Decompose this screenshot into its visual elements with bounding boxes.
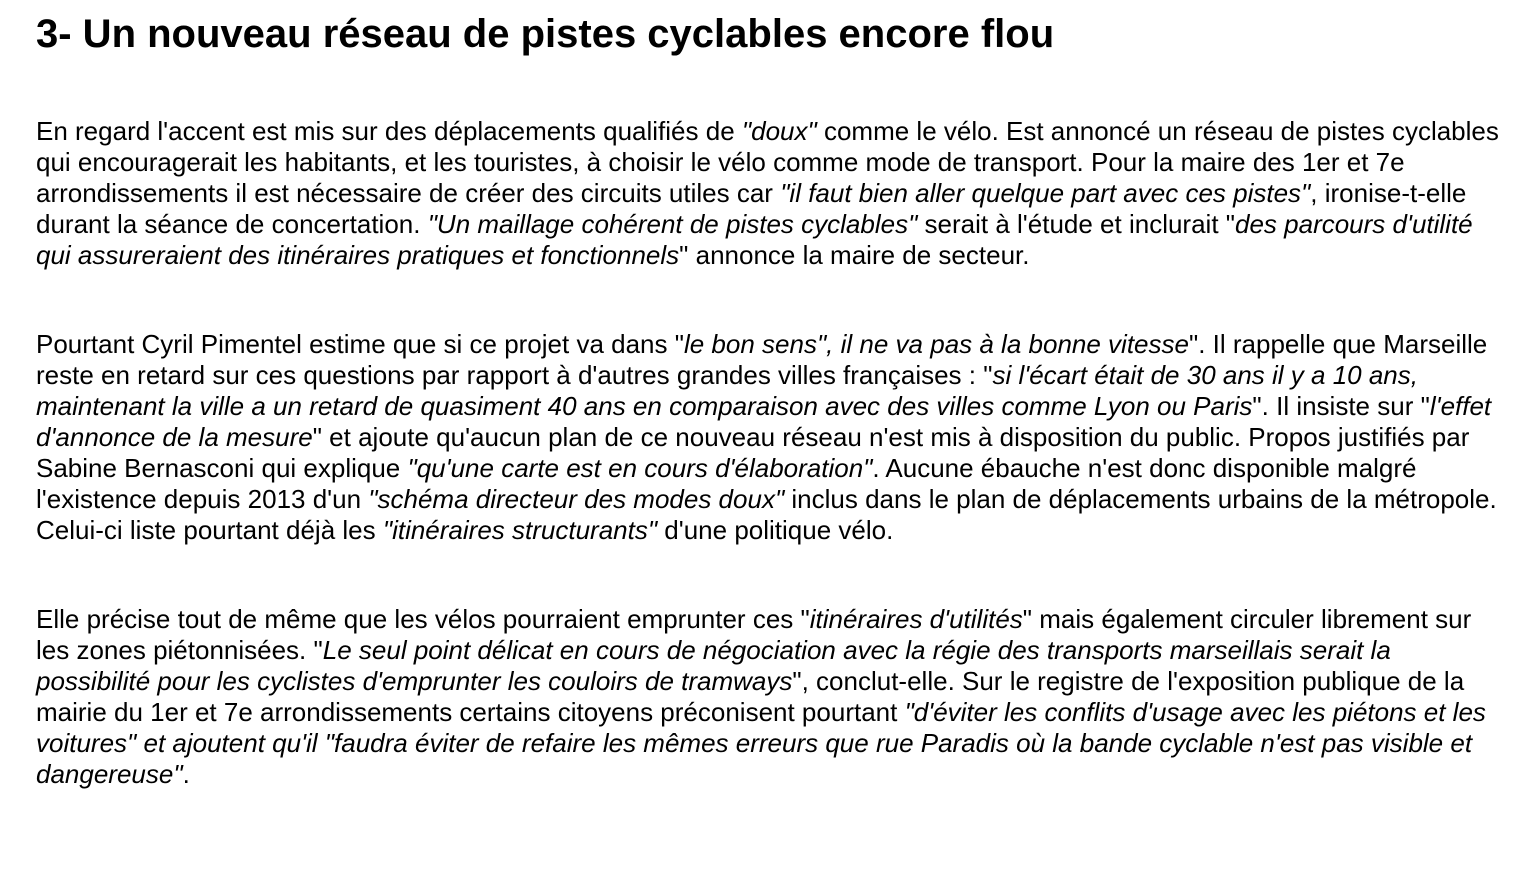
- body-text: , ironise-t-elle durant la séance de concertation.: [36, 178, 1467, 239]
- quoted-text: "schéma directeur des modes doux": [368, 484, 785, 514]
- body-text: En regard l'accent est mis sur des déplacements qualifiés de: [36, 116, 742, 146]
- body-text: inclus dans le plan de déplacements urbains de la métropole. Celui-ci liste pourtant déjà les: [36, 484, 1497, 545]
- quoted-text: "itinéraires structurants": [382, 515, 658, 545]
- body-text: ". Il insiste sur ": [1252, 391, 1430, 421]
- quoted-text: Le seul point délicat en cours de négociation avec la régie des transports marseillais serait la possibilité pour les cyclistes d'emprunter les couloirs de tramways: [36, 635, 1391, 696]
- body-text: " et ajoute qu'aucun plan de ce nouveau réseau n'est mis à disposition du public. Propos justifiés par Sabine Bernasconi qui explique: [36, 422, 1470, 483]
- quoted-text: des parcours d'utilité qui assureraient des itinéraires pratiques et fonctionnels: [36, 209, 1473, 270]
- quoted-text: itinéraires d'utilités: [809, 604, 1023, 634]
- body-text: d'une politique vélo.: [657, 515, 894, 545]
- paragraph-3: [36, 604, 1506, 790]
- body-text: Elle précise tout de même que les vélos pourraient emprunter ces ": [36, 604, 810, 634]
- quoted-text: "il faut bien aller quelque part avec ces pistes": [780, 178, 1311, 208]
- body-text: Pourtant Cyril Pimentel estime que si ce projet va dans ": [36, 329, 684, 359]
- body-text: .: [182, 759, 190, 789]
- quoted-text: "d'éviter les conflits d'usage avec les piétons et les voitures" et ajoutent qu'il "faudra éviter de refaire les mêmes erreurs que rue Paradis où la bande cyclable n'est pas visible et dangereuse": [36, 697, 1486, 789]
- quoted-text: "Un maillage cohérent de pistes cyclables": [427, 209, 918, 239]
- body-text: " mais également circuler librement sur les zones piétonnisées. ": [36, 604, 1472, 665]
- quoted-text: si l'écart était de 30 ans il y a 10 ans, maintenant la ville a un retard de quasiment 40 ans en comparaison avec des villes comme Lyon ou Paris: [36, 360, 1418, 421]
- body-text: ". Il rappelle que Marseille reste en retard sur ces questions par rapport à d'autres grandes villes françaises : ": [36, 329, 1488, 390]
- quoted-text: "qu'une carte est en cours d'élaboration": [407, 453, 873, 483]
- quoted-text: l'effet d'annonce de la mesure: [36, 391, 1492, 452]
- body-text: comme le vélo. Est annoncé un réseau de pistes cyclables qui encouragerait les habitants, et les touristes, à choisir le vélo comme mode de transport. Pour la maire des 1er et 7e arrondissements il est nécessaire de créer des circuits utiles car: [36, 116, 1499, 208]
- body-text: ", conclut-elle. Sur le registre de l'exposition publique de la mairie du 1er et 7e arrondissements certains citoyens préconisent pourtant: [36, 666, 1465, 727]
- paragraph-1: [36, 116, 1506, 271]
- body-text: serait à l'étude et inclurait ": [917, 209, 1235, 239]
- paragraph-2: [36, 329, 1506, 546]
- quoted-text: "doux": [741, 116, 817, 146]
- quoted-text: le bon sens", il ne va pas à la bonne vitesse: [683, 329, 1189, 359]
- body-text: " annonce la maire de secteur.: [679, 240, 1030, 270]
- article-title: 3- Un nouveau réseau de pistes cyclables encore flou: [36, 12, 1055, 56]
- body-text: . Aucune ébauche n'est donc disponible malgré l'existence depuis 2013 d'un: [36, 453, 1417, 514]
